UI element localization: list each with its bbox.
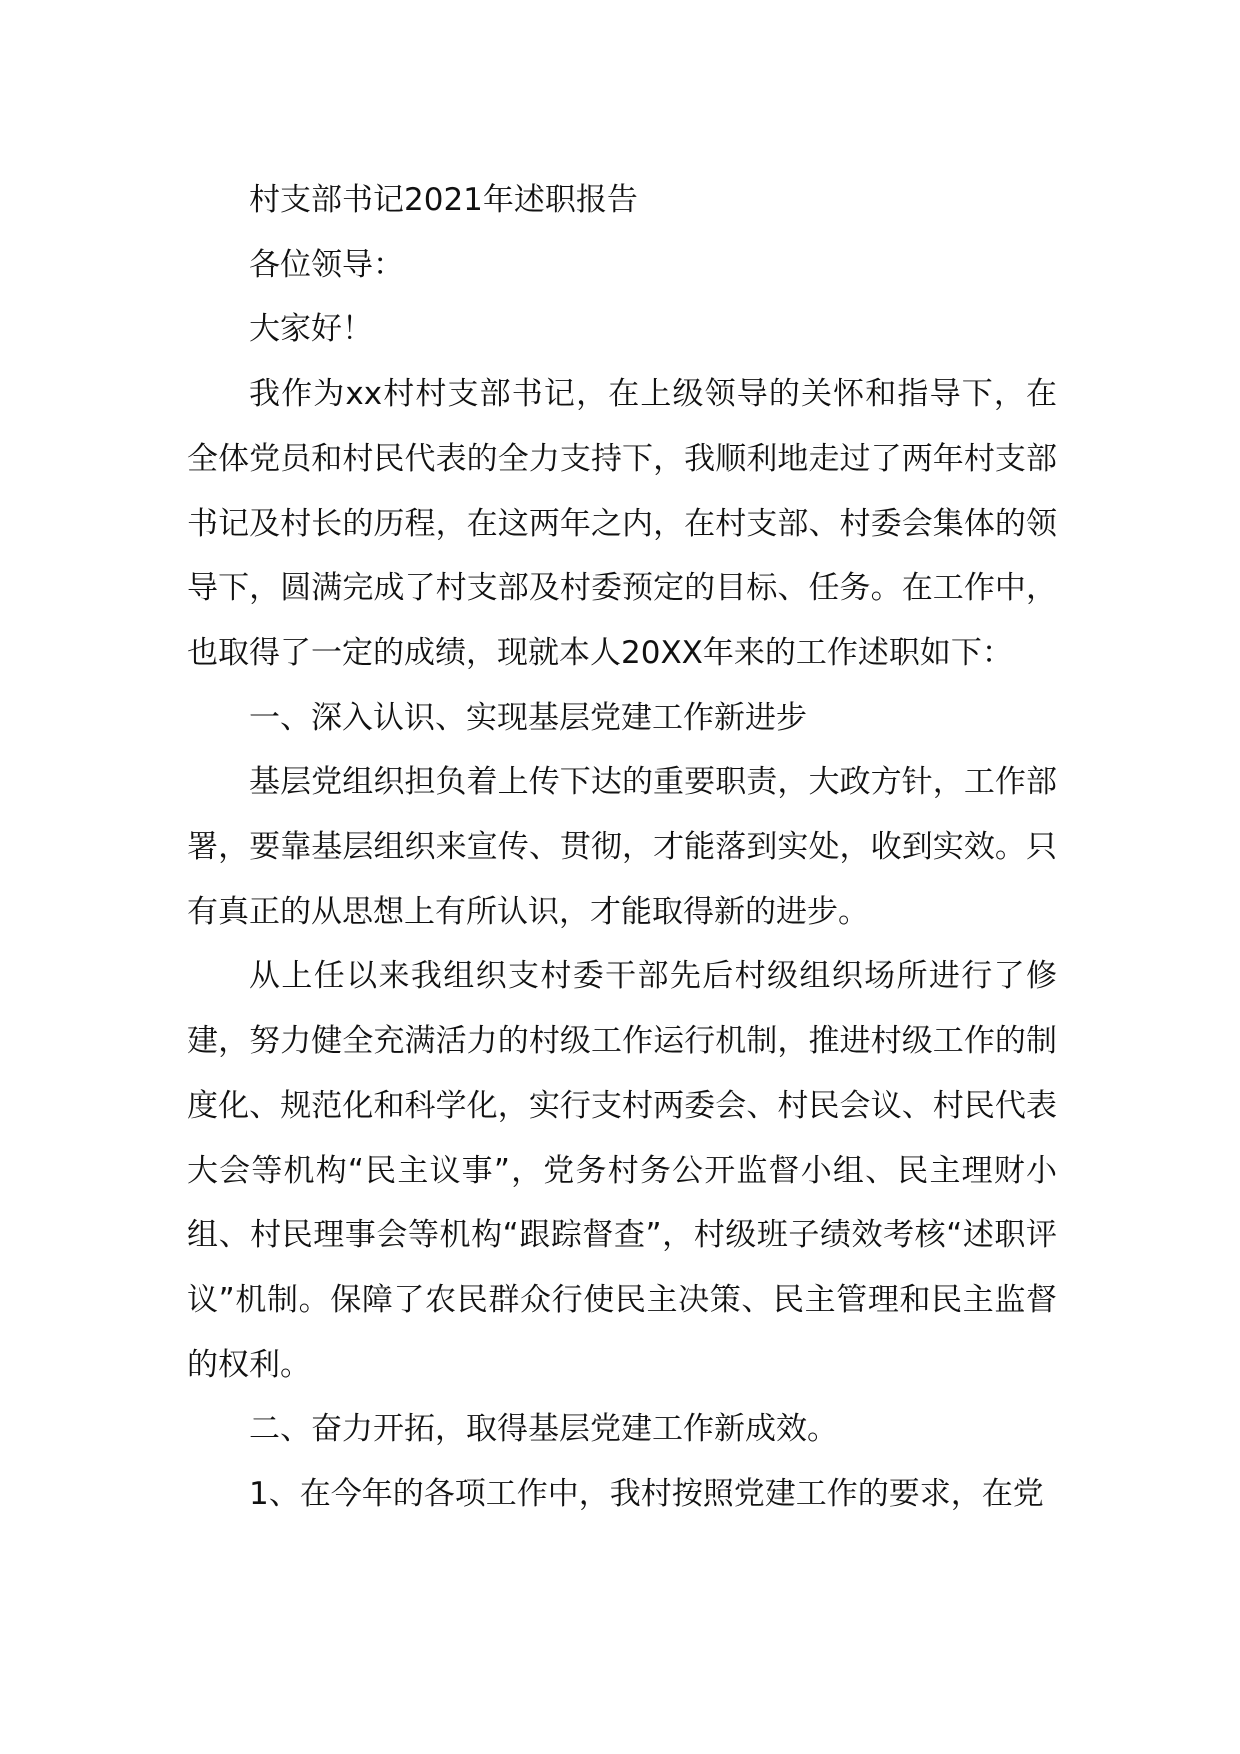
section-heading-1: 一、深入认识、实现基层党建工作新进步 xyxy=(249,699,807,736)
body-paragraph: 基层党组织担负着上传下达的重要职责，大政方针，工作部署，要靠基层组织来宣传、贯彻，才能落到实处，收到实效。只有真正的从思想上有所认识，才能取得新的进步。 xyxy=(187,764,1057,930)
body-paragraph: 从上任以来我组织支村委干部先后村级组织场所进行了修建，努力健全充满活力的村级工作运行机制，推进村级工作的制度化、规范化和科学化，实行支村两委会、村民会议、村民代表大会等机构“民主议事”，党务村务公开监督小组、民主理财小组、村民理事会等机构“跟踪督查”，村级班子绩效考核“述职评议”机制。保障了农民群众行使民主决策、民主管理和民主监督的权利。 xyxy=(187,958,1057,1383)
document-body xyxy=(187,168,1057,1527)
body-paragraph: 1、在今年的各项工作中，我村按照党建工作的要求，在党 xyxy=(249,1476,1044,1513)
greeting: 大家好！ xyxy=(249,311,373,348)
salutation: 各位领导： xyxy=(249,246,404,283)
section-heading-2: 二、奋力开拓，取得基层党建工作新成效。 xyxy=(249,1411,838,1448)
document-title: 村支部书记2021年述职报告 xyxy=(249,182,638,218)
intro-paragraph: 我作为xx村村支部书记，在上级领导的关怀和指导下，在全体党员和村民代表的全力支持下，我顺利地走过了两年村支部书记及村长的历程，在这两年之内，在村支部、村委会集体的领导下，圆满完成了村支部及村委预定的目标、任务。在工作中，也取得了一定的成绩，现就本人20XX年来的工作述职如下： xyxy=(187,376,1057,671)
